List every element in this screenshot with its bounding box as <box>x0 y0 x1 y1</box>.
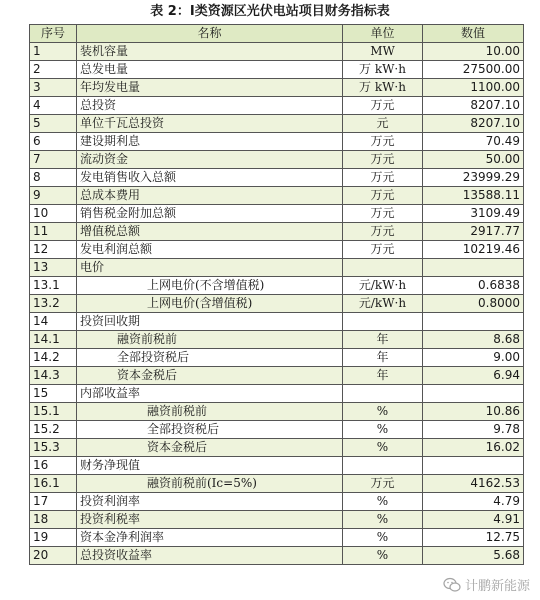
row-number: 18 <box>30 511 77 529</box>
row-unit: 元/kW·h <box>343 295 423 313</box>
row-number: 4 <box>30 97 77 115</box>
row-unit: MW <box>343 43 423 61</box>
table-row <box>30 79 524 97</box>
row-number: 14.2 <box>30 349 77 367</box>
row-unit: 万元 <box>343 97 423 115</box>
row-unit <box>343 385 423 403</box>
row-number: 14.1 <box>30 331 77 349</box>
row-name: 总投资 <box>77 97 343 115</box>
row-name: 资本金税后 <box>77 439 343 457</box>
row-name: 全部投资税后 <box>77 349 343 367</box>
row-number: 15.2 <box>30 421 77 439</box>
table-row <box>30 457 524 475</box>
row-value: 8207.10 <box>423 97 524 115</box>
row-value: 5.68 <box>423 547 524 565</box>
row-value: 1100.00 <box>423 79 524 97</box>
row-number: 17 <box>30 493 77 511</box>
row-name: 发电利润总额 <box>77 241 343 259</box>
table-row <box>30 223 524 241</box>
row-value: 0.8000 <box>423 295 524 313</box>
row-value: 0.6838 <box>423 277 524 295</box>
row-number: 9 <box>30 187 77 205</box>
row-value: 9.00 <box>423 349 524 367</box>
header-unit: 单位 <box>343 25 423 43</box>
row-number: 13.1 <box>30 277 77 295</box>
row-value: 9.78 <box>423 421 524 439</box>
row-value <box>423 313 524 331</box>
table-row <box>30 205 524 223</box>
table-row <box>30 367 524 385</box>
row-unit: 年 <box>343 331 423 349</box>
row-number: 16 <box>30 457 77 475</box>
row-number: 13 <box>30 259 77 277</box>
row-number: 3 <box>30 79 77 97</box>
row-number: 5 <box>30 115 77 133</box>
row-value: 2917.77 <box>423 223 524 241</box>
table-row <box>30 421 524 439</box>
table-row <box>30 403 524 421</box>
table-row <box>30 151 524 169</box>
row-value: 10219.46 <box>423 241 524 259</box>
row-unit: 万 kW·h <box>343 61 423 79</box>
row-number: 15.3 <box>30 439 77 457</box>
row-unit: 万元 <box>343 475 423 493</box>
row-value: 8207.10 <box>423 115 524 133</box>
table-row <box>30 277 524 295</box>
row-number: 16.1 <box>30 475 77 493</box>
table-row <box>30 259 524 277</box>
table-row <box>30 493 524 511</box>
header-value: 数值 <box>423 25 524 43</box>
row-number: 15.1 <box>30 403 77 421</box>
row-unit: 万 kW·h <box>343 79 423 97</box>
table-row <box>30 529 524 547</box>
row-unit: 万元 <box>343 151 423 169</box>
row-name: 上网电价(不含增值税) <box>77 277 343 295</box>
row-unit: 万元 <box>343 169 423 187</box>
row-value: 4.91 <box>423 511 524 529</box>
wechat-icon <box>443 577 461 593</box>
row-value: 27500.00 <box>423 61 524 79</box>
row-name: 单位千瓦总投资 <box>77 115 343 133</box>
row-number: 15 <box>30 385 77 403</box>
row-name: 建设期利息 <box>77 133 343 151</box>
row-value: 10.00 <box>423 43 524 61</box>
row-name: 全部投资税后 <box>77 421 343 439</box>
row-value: 4162.53 <box>423 475 524 493</box>
row-unit: % <box>343 403 423 421</box>
row-name: 融资前税前 <box>77 403 343 421</box>
table-row <box>30 331 524 349</box>
row-name: 销售税金附加总额 <box>77 205 343 223</box>
table-row <box>30 475 524 493</box>
row-value: 16.02 <box>423 439 524 457</box>
row-name: 装机容量 <box>77 43 343 61</box>
row-value: 23999.29 <box>423 169 524 187</box>
table-row <box>30 295 524 313</box>
row-value: 8.68 <box>423 331 524 349</box>
row-unit: 万元 <box>343 133 423 151</box>
row-number: 14.3 <box>30 367 77 385</box>
row-unit: 元 <box>343 115 423 133</box>
row-name: 发电销售收入总额 <box>77 169 343 187</box>
row-number: 19 <box>30 529 77 547</box>
row-name: 财务净现值 <box>77 457 343 475</box>
table-row <box>30 187 524 205</box>
row-unit <box>343 259 423 277</box>
header-no: 序号 <box>30 25 77 43</box>
row-unit: % <box>343 511 423 529</box>
row-value: 70.49 <box>423 133 524 151</box>
row-number: 7 <box>30 151 77 169</box>
row-value: 12.75 <box>423 529 524 547</box>
row-name: 资本金税后 <box>77 367 343 385</box>
row-value: 13588.11 <box>423 187 524 205</box>
row-value <box>423 385 524 403</box>
row-value: 10.86 <box>423 403 524 421</box>
row-unit <box>343 313 423 331</box>
row-unit: 年 <box>343 367 423 385</box>
row-number: 10 <box>30 205 77 223</box>
row-value: 6.94 <box>423 367 524 385</box>
row-name: 总成本费用 <box>77 187 343 205</box>
row-name: 融资前税前 <box>77 331 343 349</box>
row-value: 4.79 <box>423 493 524 511</box>
table-row <box>30 43 524 61</box>
row-unit: 万元 <box>343 205 423 223</box>
row-unit: 元/kW·h <box>343 277 423 295</box>
table-row <box>30 133 524 151</box>
row-name: 内部收益率 <box>77 385 343 403</box>
row-number: 6 <box>30 133 77 151</box>
row-unit: 万元 <box>343 187 423 205</box>
row-unit: 万元 <box>343 223 423 241</box>
row-unit: 年 <box>343 349 423 367</box>
row-number: 11 <box>30 223 77 241</box>
row-number: 1 <box>30 43 77 61</box>
row-name: 融资前税前(Ic=5%) <box>77 475 343 493</box>
row-unit: % <box>343 547 423 565</box>
row-name: 投资利润率 <box>77 493 343 511</box>
row-name: 增值税总额 <box>77 223 343 241</box>
table-row <box>30 313 524 331</box>
table-body <box>30 43 524 565</box>
row-name: 资本金净利润率 <box>77 529 343 547</box>
table-row <box>30 115 524 133</box>
row-number: 8 <box>30 169 77 187</box>
row-unit: % <box>343 529 423 547</box>
row-number: 12 <box>30 241 77 259</box>
row-unit <box>343 457 423 475</box>
table-row <box>30 61 524 79</box>
table-row <box>30 169 524 187</box>
row-name: 流动资金 <box>77 151 343 169</box>
table-header-row <box>30 25 524 43</box>
watermark-text: 计鹏新能源 <box>464 579 530 594</box>
row-number: 20 <box>30 547 77 565</box>
row-number: 2 <box>30 61 77 79</box>
table-row <box>30 97 524 115</box>
row-name: 总投资收益率 <box>77 547 343 565</box>
row-unit: 万元 <box>343 241 423 259</box>
row-number: 14 <box>30 313 77 331</box>
row-name: 上网电价(含增值税) <box>77 295 343 313</box>
watermark <box>443 575 530 594</box>
table-row <box>30 385 524 403</box>
row-name: 投资利税率 <box>77 511 343 529</box>
table-row <box>30 439 524 457</box>
row-unit: % <box>343 439 423 457</box>
financial-indicator-table <box>29 24 524 565</box>
table-row <box>30 547 524 565</box>
row-name: 电价 <box>77 259 343 277</box>
row-number: 13.2 <box>30 295 77 313</box>
row-value: 3109.49 <box>423 205 524 223</box>
table-row <box>30 241 524 259</box>
row-value <box>423 457 524 475</box>
row-unit: % <box>343 421 423 439</box>
row-value: 50.00 <box>423 151 524 169</box>
row-name: 总发电量 <box>77 61 343 79</box>
table-row <box>30 511 524 529</box>
row-name: 投资回收期 <box>77 313 343 331</box>
table-row <box>30 349 524 367</box>
row-unit: % <box>343 493 423 511</box>
header-name: 名称 <box>77 25 343 43</box>
row-name: 年均发电量 <box>77 79 343 97</box>
row-value <box>423 259 524 277</box>
table-title: 表 2：Ⅰ类资源区光伏电站项目财务指标表 <box>150 4 390 19</box>
